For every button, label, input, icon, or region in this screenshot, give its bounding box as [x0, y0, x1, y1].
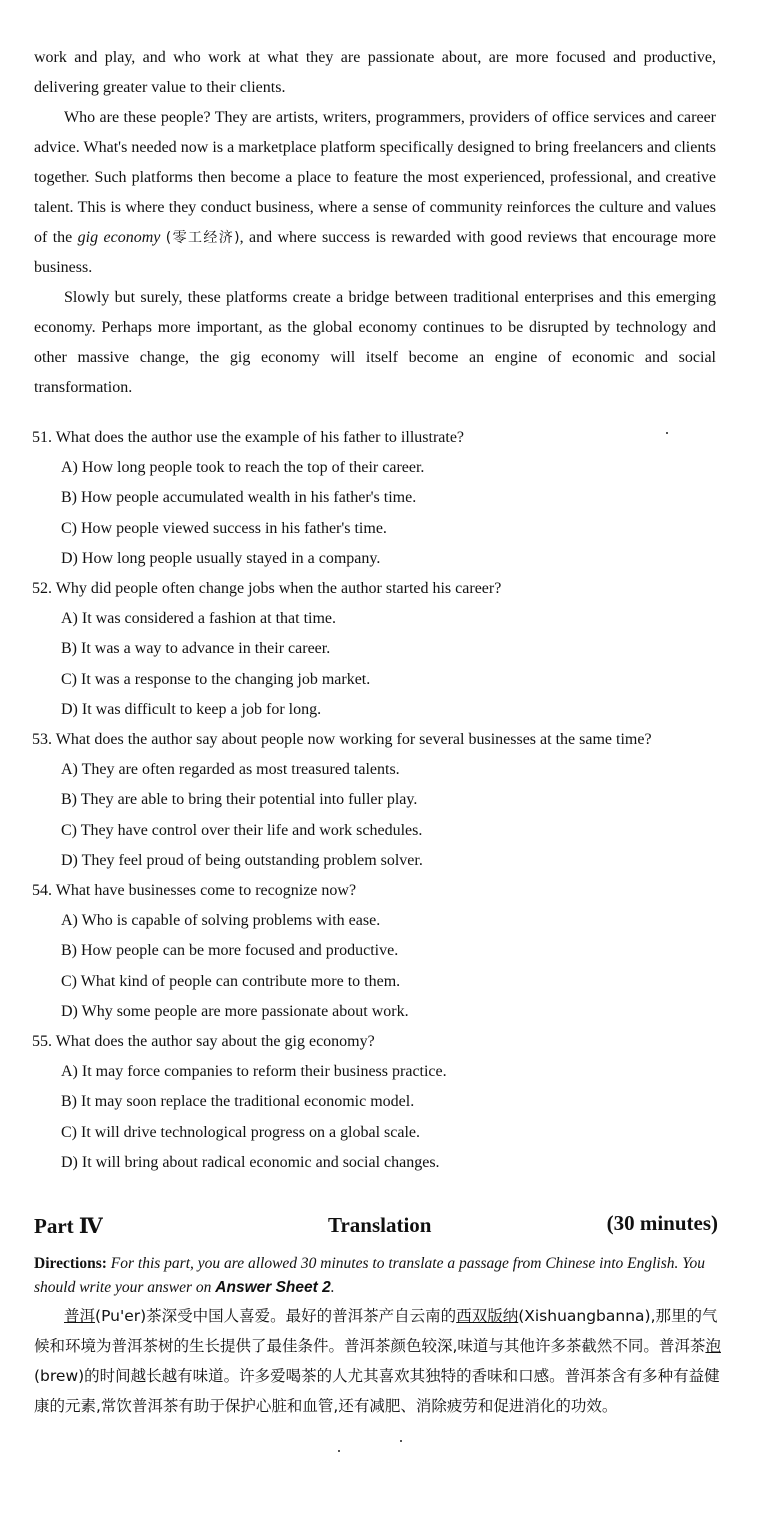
scan-speck — [400, 1440, 402, 1442]
option-c: C) It will drive technological progress on a global scale. — [61, 1123, 421, 1141]
passage-paragraph-2 — [34, 103, 716, 283]
option-d: D) Why some people are more passionate about work. — [61, 1002, 409, 1020]
scan-speck — [338, 1450, 340, 1452]
passage-paragraph-3: Slowly but surely, these platforms create a bridge between traditional enterprises and this emerging economy. Perhaps more important, as the global economy continues to be disrupted by technology and other massive change, the gig economy will itself become an engine of economic and social transformation. — [34, 289, 716, 396]
question-stem: 53. What does the author say about people now working for several businesses at the same time? — [32, 731, 652, 749]
option-a: A) They are often regarded as most treasured talents. — [61, 761, 400, 779]
passage-paragraph-2-text-a: Who are these people? They are artists, writers, programmers, providers of office services and career advice. What's needed now is a marketplace platform specifically designed to bring freelancers and clients together. Such platforms then become a place to feature the most experienced, professional, and creative talent. This is where they conduct business, where a sense of community reinforces the culture and values of the — [34, 109, 716, 246]
question-52 — [32, 574, 732, 725]
gig-economy-term-chinese: (零工经济) — [165, 230, 240, 246]
option-d: D) How long people usually stayed in a company. — [61, 549, 381, 567]
option-b: B) How people accumulated wealth in his father's time. — [61, 489, 417, 507]
directions-text: For this part, you are allowed 30 minutes to translate a passage from Chinese into English. You should write your answer on — [34, 1255, 705, 1296]
question-stem: 55. What does the author say about the gig economy? — [32, 1033, 375, 1051]
question-stem: 52. Why did people often change jobs when the author started his career? — [32, 580, 502, 598]
option-b: B) It was a way to advance in their career. — [61, 640, 331, 658]
option-c: C) It was a response to the changing job market. — [61, 670, 371, 688]
option-b: B) It may soon replace the traditional economic model. — [61, 1093, 415, 1111]
question-stem: 51. What does the author use the example of his father to illustrate? — [32, 429, 465, 446]
directions — [34, 1252, 716, 1300]
term-puer: 普洱 — [64, 1307, 96, 1325]
part-label: Part Ⅳ — [34, 1214, 103, 1238]
option-a: A) It may force companies to reform their business practice. — [61, 1063, 447, 1081]
scan-speck — [666, 432, 668, 434]
translation-text-1: (Pu'er)茶深受中国人喜爱。最好的普洱茶产自云南的 — [95, 1307, 457, 1325]
directions-end: . — [330, 1279, 335, 1296]
passage-paragraph-2-text-b: , and where success is rewarded with good reviews that encourage more business. — [34, 229, 717, 276]
question-stem: 54. What have businesses come to recognize now? — [32, 882, 357, 900]
option-d: D) They feel proud of being outstanding problem solver. — [61, 851, 423, 869]
option-a: A) It was considered a fashion at that time. — [61, 610, 337, 628]
question-53 — [32, 725, 732, 876]
option-b: B) How people can be more focused and productive. — [61, 942, 399, 960]
passage-paragraph-1: work and play, and who work at what they are passionate about, are more focused and productive, delivering greater value to their clients. — [34, 49, 716, 96]
translation-passage — [34, 1301, 724, 1421]
translation-text-2: (Xishuangbanna),那里的气候和环境为普洱茶树的生长提供了最佳条件。普洱茶颜色较深,味道与其他许多茶截然不同。普洱茶 — [34, 1307, 718, 1355]
option-a: A) How long people took to reach the top of their career. — [61, 459, 425, 477]
questions-list — [32, 423, 732, 1178]
term-brew: 泡 — [705, 1337, 721, 1355]
option-a: A) Who is capable of solving problems with ease. — [61, 912, 381, 930]
term-xishuangbanna: 西双版纳 — [456, 1307, 519, 1325]
answer-sheet-label: Answer Sheet 2 — [215, 1279, 331, 1296]
option-c: C) They have control over their life and work schedules. — [61, 821, 423, 839]
option-c: C) How people viewed success in his father's time. — [61, 519, 387, 537]
option-d: D) It will bring about radical economic and social changes. — [61, 1153, 440, 1171]
gig-economy-term: gig economy — [77, 229, 161, 246]
part-time: (30 minutes) — [606, 1211, 718, 1235]
question-54 — [32, 876, 732, 1027]
part-title: Translation — [328, 1213, 432, 1237]
part-header — [34, 1207, 718, 1247]
translation-text-3: (brew)的时间越长越有味道。许多爱喝茶的人尤其喜欢其独特的香味和口感。普洱茶含有多种有益健康的元素,常饮普洱茶有助于保护心脏和血管,还有减肥、消除疲劳和促进消化的功效。 — [34, 1367, 720, 1415]
question-51 — [32, 423, 732, 574]
option-b: B) They are able to bring their potential into fuller play. — [61, 791, 418, 809]
question-55 — [32, 1027, 732, 1178]
option-c: C) What kind of people can contribute more to them. — [61, 972, 401, 990]
directions-label: Directions: — [34, 1255, 107, 1272]
option-d: D) It was difficult to keep a job for long. — [61, 700, 322, 718]
